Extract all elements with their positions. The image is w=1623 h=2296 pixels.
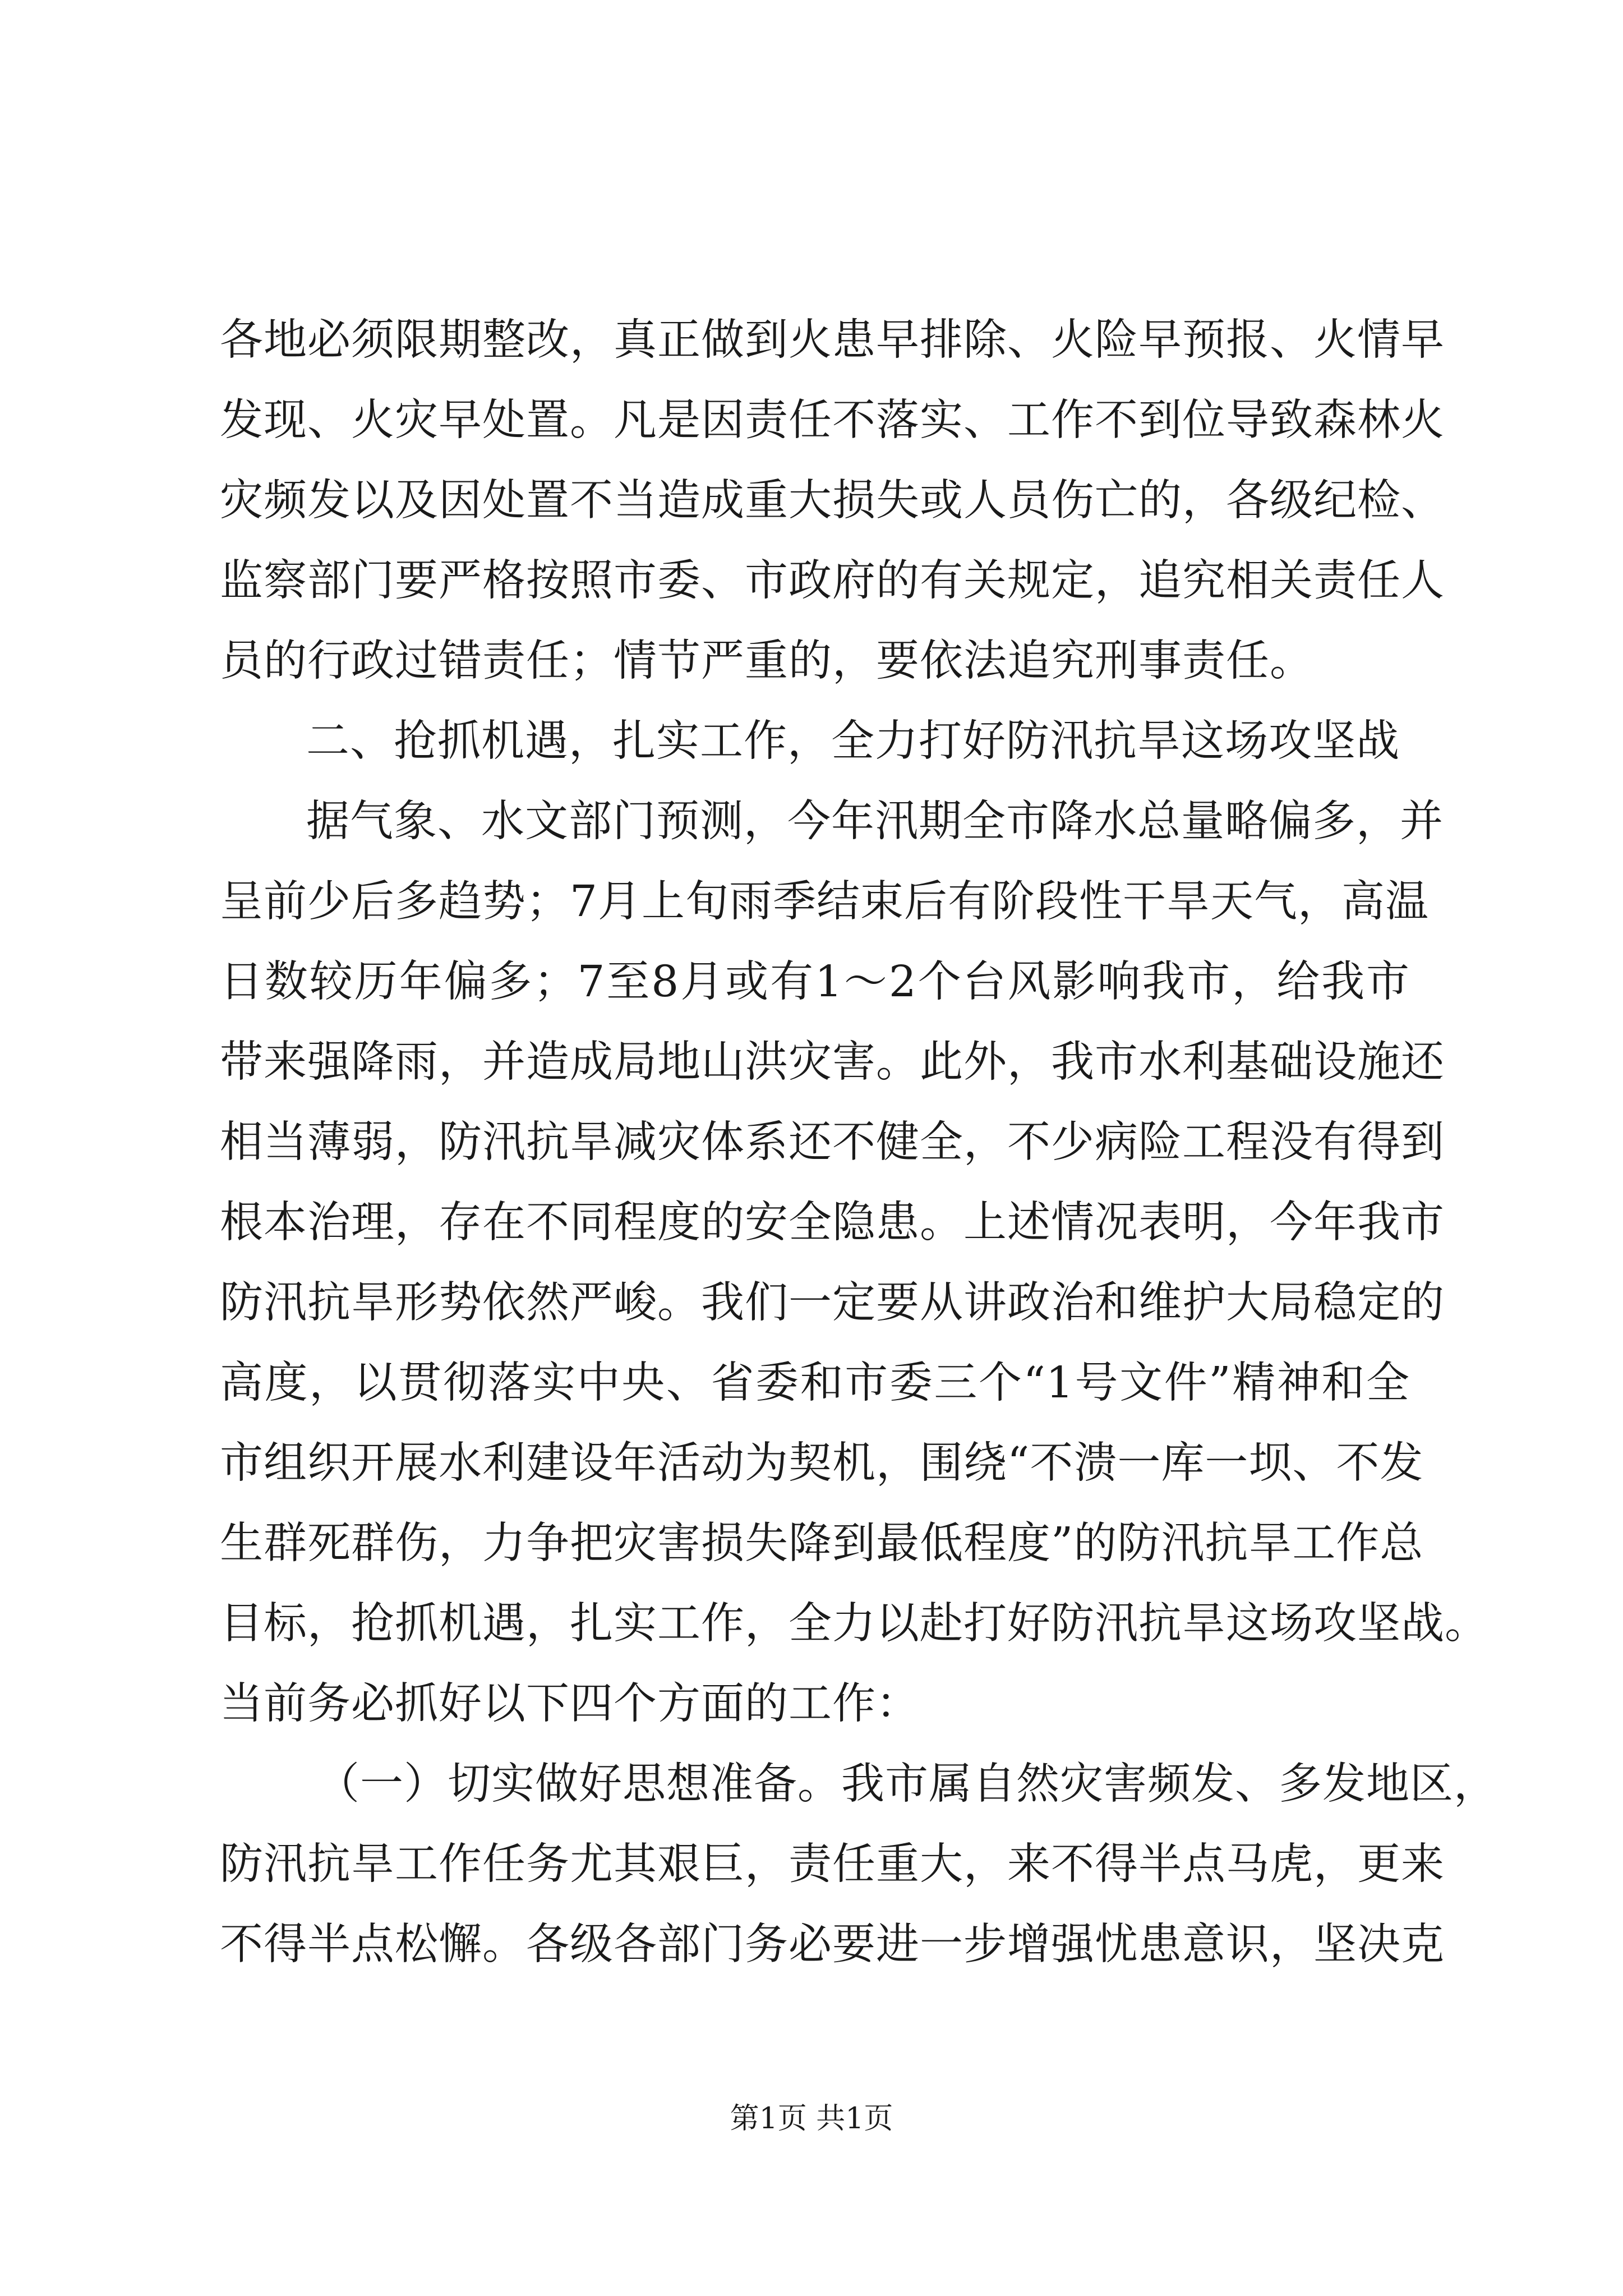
text-line: 日数较历年偏多；7至8月或有1～2个台风影响我市，给我市 xyxy=(220,957,1410,1007)
page-footer: 第1页 共1页 xyxy=(730,2102,893,2136)
text-line: 发现、火灾早处置。凡是因责任不落实、工作不到位导致森林火 xyxy=(220,395,1445,445)
text-line: 防汛抗旱形势依然严峻。我们一定要从讲政治和维护大局稳定的 xyxy=(220,1278,1445,1328)
text-line: 生群死群伤，力争把灾害损失降到最低程度”的防汛抗旱工作总 xyxy=(220,1519,1424,1568)
section-heading: 二、抢抓机遇，扎实工作，全力打好防汛抗旱这场攻坚战 xyxy=(306,716,1400,766)
text-line: 呈前少后多趋势；7月上旬雨季结束后有阶段性干旱天气，高温 xyxy=(220,877,1429,927)
text-line: 不得半点松懈。各级各部门务必要进一步增强忧患意识，坚决克 xyxy=(220,1920,1445,1970)
text-line: 据气象、水文部门预测，今年汛期全市降水总量略偏多，并 xyxy=(306,797,1444,846)
text-line: 带来强降雨，并造成局地山洪灾害。此外，我市水利基础设施还 xyxy=(220,1037,1445,1087)
text-line: 当前务必抓好以下四个方面的工作： xyxy=(220,1679,920,1729)
text-line: 灾频发以及因处置不当造成重大损失或人员伤亡的，各级纪检、 xyxy=(220,476,1445,526)
text-line: 员的行政过错责任；情节严重的，要依法追究刑事责任。 xyxy=(220,636,1313,686)
body-text xyxy=(220,300,1497,1985)
subsection-heading: （一）切实做好思想准备。我市属自然灾害频发、多发地区， xyxy=(316,1759,1497,1809)
text-line: 各地必须限期整改，真正做到火患早排除、火险早预报、火情早 xyxy=(220,315,1445,365)
text-line: 防汛抗旱工作任务尤其艰巨，责任重大，来不得半点马虎，更来 xyxy=(220,1839,1445,1889)
text-line: 市组织开展水利建设年活动为契机，围绕“不溃一库一坝、不发 xyxy=(220,1438,1424,1488)
text-line: 根本治理，存在不同程度的安全隐患。上述情况表明，今年我市 xyxy=(220,1198,1445,1248)
text-line: 目标，抢抓机遇，扎实工作，全力以赴打好防汛抗旱这场攻坚战。 xyxy=(220,1599,1488,1649)
text-line: 相当薄弱，防汛抗旱减灾体系还不健全，不少病险工程没有得到 xyxy=(220,1117,1445,1167)
text-line: 高度，以贯彻落实中央、省委和市委三个“1号文件”精神和全 xyxy=(220,1358,1410,1408)
text-line: 监察部门要严格按照市委、市政府的有关规定，追究相关责任人 xyxy=(220,556,1445,606)
